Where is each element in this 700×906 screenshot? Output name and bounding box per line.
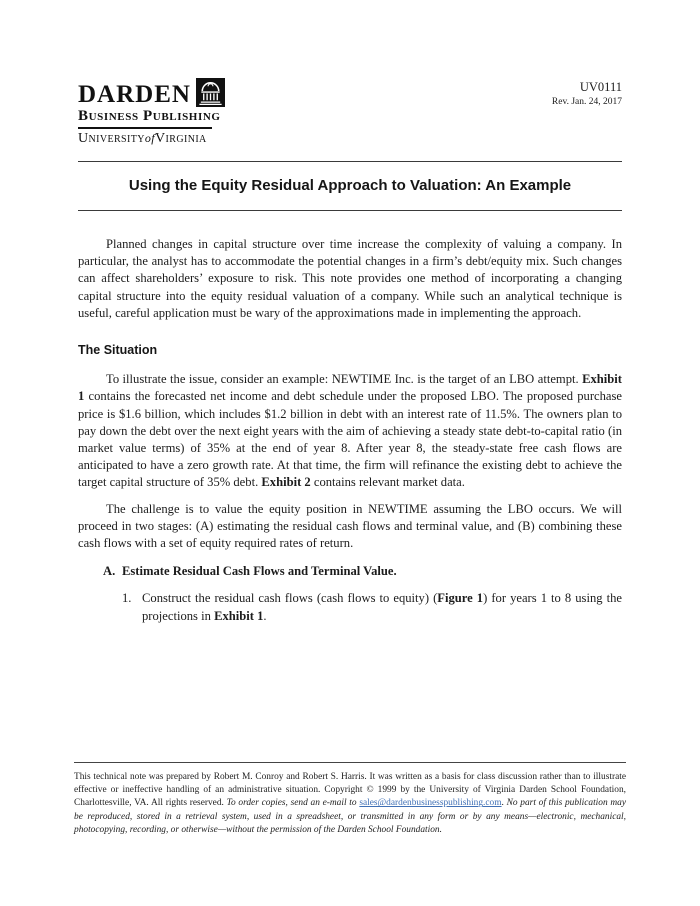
doc-meta [552, 78, 622, 108]
intro-paragraph: Planned changes in capital structure over time increase the complexity of valuing a company. In particular, the analyst has to accommodate the potential changes in a firm’s debt/equity mix. Such changes can affect shareholders’ exposure to risk. This note provides one method of incorporating a changing capital structure into the equity residual valuation of a company. While such an analytical technique is useful, careful application must be wary of the approximations made in implementing the approach. [78, 236, 622, 320]
logo-university [78, 131, 225, 146]
title-rule-bottom [78, 210, 622, 211]
challenge-paragraph: The challenge is to value the equity position in NEWTIME assuming the LBO occurs. We will proceed in two stages: (A) estimating the residual cash flows and terminal value, and (B) combining these cash flows with a set of equity required rates of return. [78, 501, 622, 550]
situation-paragraph: To illustrate the issue, consider an example: NEWTIME Inc. is the target of an LBO attempt. Exhibit 1 contains the forecasted net income and debt schedule under the proposed LBO. The proposed purchase price is $1.6 billion, which includes $1.2 billion in debt with an interest rate of 11.5%. The owners plan to pay down the debt over the next eight years with the aim of achieving a steady state debt-to-capital ratio (in market value terms) of 35% at the end of year 8. After year 8, the steady-state free cash flows are anticipated to have a zero growth rate. At that time, the firm will refinance the existing debt to achieve the target capital structure of 35% debt. Exhibit 2 contains relevant market data. [78, 372, 622, 490]
page-title: Using the Equity Residual Approach to Valuation: An Example [128, 176, 572, 194]
logo-wordmark: DARDEN [78, 81, 191, 108]
footer [74, 762, 626, 837]
title-block [78, 161, 622, 211]
email-link[interactable]: sales@dardenbusinesspublishing.com [359, 798, 502, 809]
list-item-1-text: Construct the residual cash flows (cash flows to equity) (Figure 1) for years 1 to 8 using the projections in Exhibit 1. [142, 591, 622, 623]
logo-divider [78, 127, 212, 129]
section-a-number: A. [103, 564, 116, 579]
section-heading-situation: The Situation [78, 342, 158, 357]
revision-date: Rev. Jan. 24, 2017 [551, 96, 622, 107]
list-item-1-number: 1. [122, 591, 132, 606]
doc-id: UV0111 [579, 80, 622, 94]
logo-university-part1: University [78, 130, 145, 146]
darden-logo [78, 78, 225, 146]
logo-tagline: Business Publishing [78, 108, 221, 124]
document-body [78, 236, 622, 625]
logo-university-of: of [144, 130, 156, 145]
rotunda-icon [196, 78, 225, 107]
logo-university-part2: Virginia [155, 130, 207, 146]
list-item-1 [122, 590, 622, 624]
page-header [78, 78, 622, 146]
section-a-label: Estimate Residual Cash Flows and Terminal Value. [122, 564, 397, 579]
footer-note: This technical note was prepared by Robert M. Conroy and Robert S. Harris. It was written as a basis for class discussion rather than to illustrate effective or ineffective handling of an administrative situation. Copyright © 1999 by the University of Virginia Darden School Foundation, Charlottesville, VA. All rights reserved. To order copies, send an e-mail to sales@dardenbusinesspublishing.com. No part of this publication may be reproduced, stored in a retrieval system, used in a spreadsheet, or transmitted in any form or by any means—electronic, mechanical, photocopying, recording, or otherwise—without the permission of the Darden School Foundation. [74, 772, 626, 835]
section-a-heading [103, 563, 622, 580]
